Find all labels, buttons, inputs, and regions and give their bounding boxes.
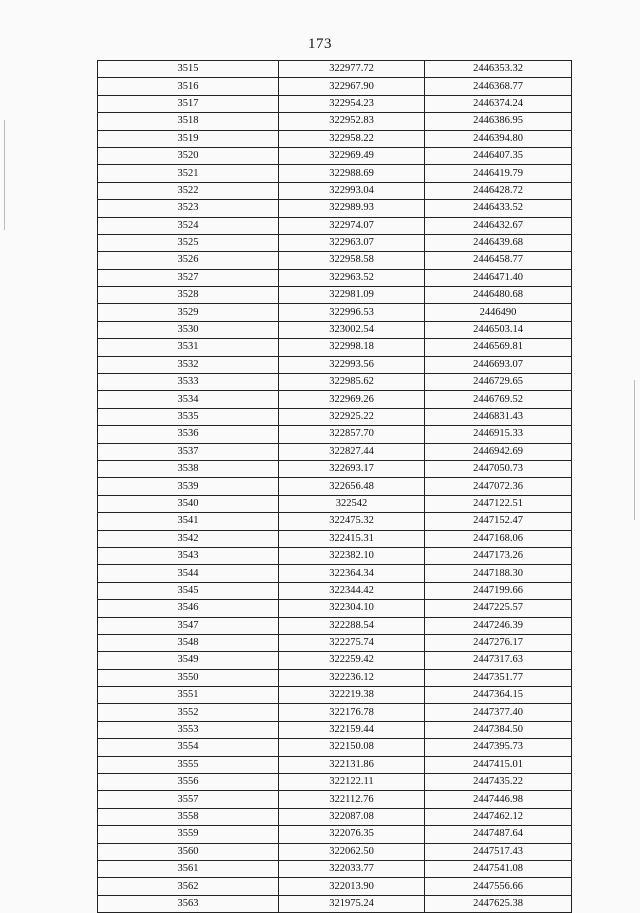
x-coordinate-cell: 322364.34 — [279, 565, 425, 582]
y-coordinate-cell: 2447517.43 — [425, 843, 572, 860]
x-coordinate-cell: 322952.83 — [279, 113, 425, 130]
point-number-cell: 3544 — [98, 565, 279, 582]
x-coordinate-cell: 322827.44 — [279, 443, 425, 460]
left-scan-edge — [4, 120, 5, 230]
point-number-cell: 3521 — [98, 165, 279, 182]
y-coordinate-cell: 2446374.24 — [425, 95, 572, 112]
table-row — [98, 547, 572, 564]
table-row — [98, 669, 572, 686]
y-coordinate-cell: 2446503.14 — [425, 321, 572, 338]
x-coordinate-cell: 322062.50 — [279, 843, 425, 860]
table-row — [98, 513, 572, 530]
x-coordinate-cell: 322131.86 — [279, 756, 425, 773]
y-coordinate-cell: 2446439.68 — [425, 234, 572, 251]
table-row — [98, 182, 572, 199]
table-row — [98, 304, 572, 321]
x-coordinate-cell: 322963.52 — [279, 269, 425, 286]
x-coordinate-cell: 322176.78 — [279, 704, 425, 721]
point-number-cell: 3523 — [98, 200, 279, 217]
x-coordinate-cell: 322033.77 — [279, 860, 425, 877]
y-coordinate-cell: 2446729.65 — [425, 374, 572, 391]
point-number-cell: 3561 — [98, 860, 279, 877]
y-coordinate-cell: 2446368.77 — [425, 78, 572, 95]
x-coordinate-cell: 322977.72 — [279, 61, 425, 78]
x-coordinate-cell: 322969.49 — [279, 147, 425, 164]
table-row — [98, 774, 572, 791]
y-coordinate-cell: 2447625.38 — [425, 895, 572, 912]
point-number-cell: 3540 — [98, 495, 279, 512]
x-coordinate-cell: 322542 — [279, 495, 425, 512]
table-row — [98, 460, 572, 477]
x-coordinate-cell: 322857.70 — [279, 426, 425, 443]
x-coordinate-cell: 322989.93 — [279, 200, 425, 217]
table-row — [98, 78, 572, 95]
point-number-cell: 3548 — [98, 634, 279, 651]
table-row — [98, 704, 572, 721]
table-row — [98, 617, 572, 634]
y-coordinate-cell: 2446480.68 — [425, 287, 572, 304]
y-coordinate-cell: 2447462.12 — [425, 808, 572, 825]
point-number-cell: 3530 — [98, 321, 279, 338]
point-number-cell: 3518 — [98, 113, 279, 130]
x-coordinate-cell: 322219.38 — [279, 687, 425, 704]
point-number-cell: 3556 — [98, 774, 279, 791]
table-row — [98, 339, 572, 356]
coordinate-table-body — [98, 61, 572, 913]
table-row — [98, 217, 572, 234]
point-number-cell: 3551 — [98, 687, 279, 704]
point-number-cell: 3520 — [98, 147, 279, 164]
table-row — [98, 287, 572, 304]
y-coordinate-cell: 2447072.36 — [425, 478, 572, 495]
table-row — [98, 530, 572, 547]
y-coordinate-cell: 2446490 — [425, 304, 572, 321]
x-coordinate-cell: 322693.17 — [279, 460, 425, 477]
y-coordinate-cell: 2447435.22 — [425, 774, 572, 791]
point-number-cell: 3562 — [98, 878, 279, 895]
y-coordinate-cell: 2446407.35 — [425, 147, 572, 164]
y-coordinate-cell: 2446693.07 — [425, 356, 572, 373]
x-coordinate-cell: 322150.08 — [279, 739, 425, 756]
y-coordinate-cell: 2446353.32 — [425, 61, 572, 78]
y-coordinate-cell: 2447377.40 — [425, 704, 572, 721]
point-number-cell: 3549 — [98, 652, 279, 669]
point-number-cell: 3522 — [98, 182, 279, 199]
x-coordinate-cell: 322963.07 — [279, 234, 425, 251]
y-coordinate-cell: 2446769.52 — [425, 391, 572, 408]
point-number-cell: 3558 — [98, 808, 279, 825]
y-coordinate-cell: 2447152.47 — [425, 513, 572, 530]
point-number-cell: 3528 — [98, 287, 279, 304]
x-coordinate-cell: 323002.54 — [279, 321, 425, 338]
table-row — [98, 739, 572, 756]
point-number-cell: 3515 — [98, 61, 279, 78]
coordinate-table — [97, 60, 572, 913]
point-number-cell: 3554 — [98, 739, 279, 756]
table-row — [98, 113, 572, 130]
point-number-cell: 3560 — [98, 843, 279, 860]
point-number-cell: 3532 — [98, 356, 279, 373]
y-coordinate-cell: 2447415.01 — [425, 756, 572, 773]
y-coordinate-cell: 2447168.06 — [425, 530, 572, 547]
page-number: 173 — [308, 36, 332, 52]
table-row — [98, 269, 572, 286]
point-number-cell: 3547 — [98, 617, 279, 634]
x-coordinate-cell: 322259.42 — [279, 652, 425, 669]
table-row — [98, 860, 572, 877]
point-number-cell: 3553 — [98, 721, 279, 738]
y-coordinate-cell: 2447487.64 — [425, 826, 572, 843]
y-coordinate-cell: 2446386.95 — [425, 113, 572, 130]
table-row — [98, 234, 572, 251]
y-coordinate-cell: 2446433.52 — [425, 200, 572, 217]
table-row — [98, 808, 572, 825]
x-coordinate-cell: 322993.04 — [279, 182, 425, 199]
table-row — [98, 356, 572, 373]
x-coordinate-cell: 322076.35 — [279, 826, 425, 843]
table-row — [98, 147, 572, 164]
x-coordinate-cell: 322958.22 — [279, 130, 425, 147]
y-coordinate-cell: 2447317.63 — [425, 652, 572, 669]
table-row — [98, 634, 572, 651]
table-row — [98, 895, 572, 912]
y-coordinate-cell: 2446432.67 — [425, 217, 572, 234]
y-coordinate-cell: 2447384.50 — [425, 721, 572, 738]
x-coordinate-cell: 322236.12 — [279, 669, 425, 686]
table-row — [98, 652, 572, 669]
table-row — [98, 721, 572, 738]
x-coordinate-cell: 322925.22 — [279, 408, 425, 425]
table-row — [98, 565, 572, 582]
table-row — [98, 200, 572, 217]
table-row — [98, 391, 572, 408]
x-coordinate-cell: 322988.69 — [279, 165, 425, 182]
point-number-cell: 3546 — [98, 600, 279, 617]
point-number-cell: 3552 — [98, 704, 279, 721]
y-coordinate-cell: 2447173.26 — [425, 547, 572, 564]
table-row — [98, 130, 572, 147]
x-coordinate-cell: 322344.42 — [279, 582, 425, 599]
point-number-cell: 3537 — [98, 443, 279, 460]
table-row — [98, 600, 572, 617]
y-coordinate-cell: 2446419.79 — [425, 165, 572, 182]
y-coordinate-cell: 2447351.77 — [425, 669, 572, 686]
x-coordinate-cell: 322969.26 — [279, 391, 425, 408]
table-row — [98, 878, 572, 895]
x-coordinate-cell: 322954.23 — [279, 95, 425, 112]
table-row — [98, 843, 572, 860]
point-number-cell: 3525 — [98, 234, 279, 251]
table-row — [98, 95, 572, 112]
y-coordinate-cell: 2447395.73 — [425, 739, 572, 756]
point-number-cell: 3543 — [98, 547, 279, 564]
y-coordinate-cell: 2446942.69 — [425, 443, 572, 460]
y-coordinate-cell: 2447050.73 — [425, 460, 572, 477]
point-number-cell: 3535 — [98, 408, 279, 425]
y-coordinate-cell: 2447556.66 — [425, 878, 572, 895]
y-coordinate-cell: 2447276.17 — [425, 634, 572, 651]
x-coordinate-cell: 322112.76 — [279, 791, 425, 808]
x-coordinate-cell: 322974.07 — [279, 217, 425, 234]
y-coordinate-cell: 2447122.51 — [425, 495, 572, 512]
y-coordinate-cell: 2447541.08 — [425, 860, 572, 877]
point-number-cell: 3529 — [98, 304, 279, 321]
x-coordinate-cell: 322993.56 — [279, 356, 425, 373]
y-coordinate-cell: 2446831.43 — [425, 408, 572, 425]
table-row — [98, 252, 572, 269]
y-coordinate-cell: 2446569.81 — [425, 339, 572, 356]
point-number-cell: 3524 — [98, 217, 279, 234]
y-coordinate-cell: 2447364.15 — [425, 687, 572, 704]
point-number-cell: 3563 — [98, 895, 279, 912]
point-number-cell: 3555 — [98, 756, 279, 773]
table-row — [98, 321, 572, 338]
table-row — [98, 791, 572, 808]
table-row — [98, 426, 572, 443]
y-coordinate-cell: 2447199.66 — [425, 582, 572, 599]
point-number-cell: 3527 — [98, 269, 279, 286]
x-coordinate-cell: 322013.90 — [279, 878, 425, 895]
x-coordinate-cell: 322996.53 — [279, 304, 425, 321]
y-coordinate-cell: 2446915.33 — [425, 426, 572, 443]
x-coordinate-cell: 322275.74 — [279, 634, 425, 651]
x-coordinate-cell: 322159.44 — [279, 721, 425, 738]
table-row — [98, 687, 572, 704]
point-number-cell: 3526 — [98, 252, 279, 269]
right-scan-edge — [634, 380, 635, 520]
y-coordinate-cell: 2446471.40 — [425, 269, 572, 286]
x-coordinate-cell: 322656.48 — [279, 478, 425, 495]
point-number-cell: 3534 — [98, 391, 279, 408]
point-number-cell: 3541 — [98, 513, 279, 530]
point-number-cell: 3538 — [98, 460, 279, 477]
point-number-cell: 3545 — [98, 582, 279, 599]
table-row — [98, 582, 572, 599]
point-number-cell: 3557 — [98, 791, 279, 808]
table-row — [98, 826, 572, 843]
point-number-cell: 3519 — [98, 130, 279, 147]
y-coordinate-cell: 2447246.39 — [425, 617, 572, 634]
y-coordinate-cell: 2447446.98 — [425, 791, 572, 808]
table-row — [98, 443, 572, 460]
table-row — [98, 165, 572, 182]
point-number-cell: 3550 — [98, 669, 279, 686]
y-coordinate-cell: 2447225.57 — [425, 600, 572, 617]
point-number-cell: 3517 — [98, 95, 279, 112]
point-number-cell: 3531 — [98, 339, 279, 356]
y-coordinate-cell: 2446428.72 — [425, 182, 572, 199]
x-coordinate-cell: 322985.62 — [279, 374, 425, 391]
table-row — [98, 374, 572, 391]
x-coordinate-cell: 322122.11 — [279, 774, 425, 791]
table-row — [98, 408, 572, 425]
x-coordinate-cell: 322475.32 — [279, 513, 425, 530]
x-coordinate-cell: 322087.08 — [279, 808, 425, 825]
y-coordinate-cell: 2446458.77 — [425, 252, 572, 269]
y-coordinate-cell: 2447188.30 — [425, 565, 572, 582]
x-coordinate-cell: 321975.24 — [279, 895, 425, 912]
point-number-cell: 3533 — [98, 374, 279, 391]
x-coordinate-cell: 322415.31 — [279, 530, 425, 547]
table-row — [98, 495, 572, 512]
x-coordinate-cell: 322981.09 — [279, 287, 425, 304]
x-coordinate-cell: 322304.10 — [279, 600, 425, 617]
x-coordinate-cell: 322958.58 — [279, 252, 425, 269]
point-number-cell: 3539 — [98, 478, 279, 495]
point-number-cell: 3516 — [98, 78, 279, 95]
x-coordinate-cell: 322998.18 — [279, 339, 425, 356]
point-number-cell: 3542 — [98, 530, 279, 547]
x-coordinate-cell: 322382.10 — [279, 547, 425, 564]
table-row — [98, 478, 572, 495]
x-coordinate-cell: 322967.90 — [279, 78, 425, 95]
x-coordinate-cell: 322288.54 — [279, 617, 425, 634]
point-number-cell: 3559 — [98, 826, 279, 843]
y-coordinate-cell: 2446394.80 — [425, 130, 572, 147]
table-row — [98, 756, 572, 773]
table-row — [98, 61, 572, 78]
point-number-cell: 3536 — [98, 426, 279, 443]
